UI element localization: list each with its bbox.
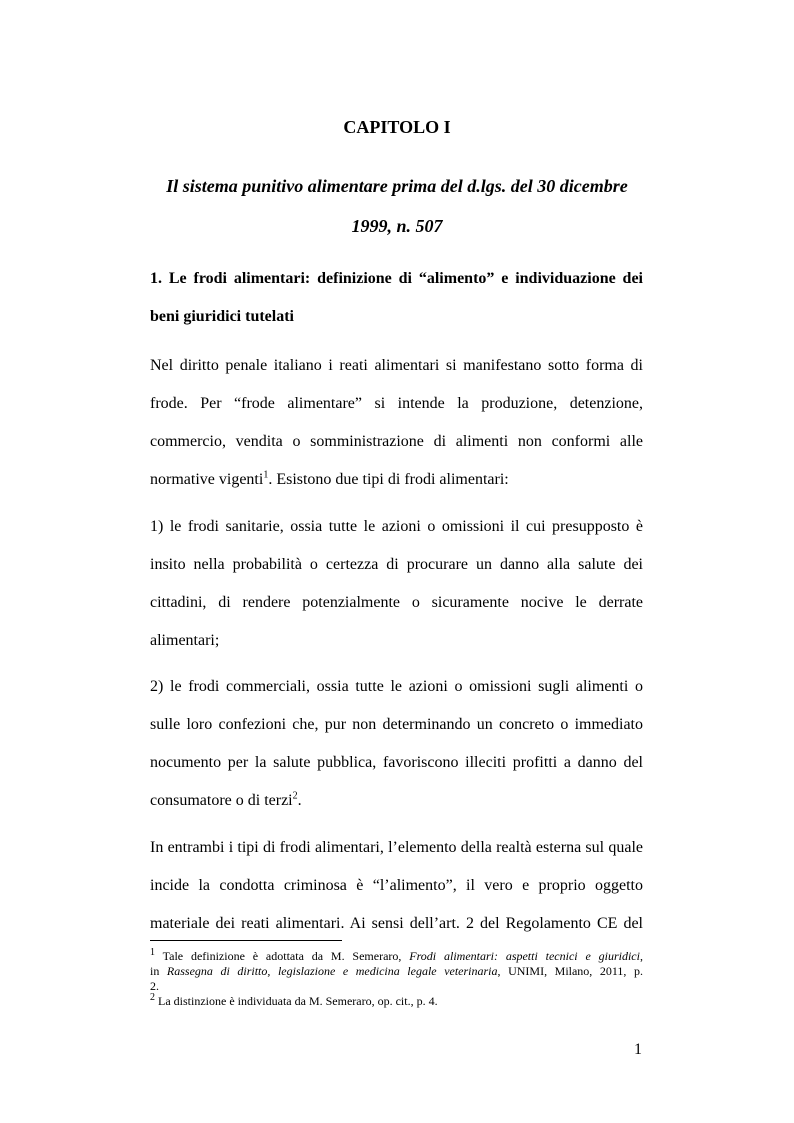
footnote-1-publication: , UNIMI, Milano, 2011, p.: [497, 964, 643, 978]
paragraph-1-line-4: [150, 461, 643, 499]
footnote-ref-2[interactable]: 2: [292, 790, 298, 802]
footnote-1-marker: 1: [150, 947, 155, 958]
paragraph-1-text: normative vigenti: [150, 471, 264, 488]
footnote-1-cited-title: Frodi alimentari: aspetti tecnici e giuridici: [409, 949, 640, 963]
chapter-subtitle-line-1: Il sistema punitivo alimentare prima del d.lgs. del 30 dicembre: [166, 176, 628, 196]
footnote-1-text: Tale definizione è adottata da M. Semeraro,: [162, 949, 402, 963]
page-number: 1: [634, 1041, 642, 1058]
footnote-2-marker: 2: [150, 992, 155, 1003]
footnote-1-journal: Rassegna di diritto, legislazione e medicina legale veterinaria: [166, 964, 498, 978]
paragraph-4-line-2: incide la condotta criminosa è “l’alimento”, il vero e proprio oggetto: [150, 877, 643, 894]
section-heading-line-1: 1. Le frodi alimentari: definizione di “alimento” e individuazione dei: [150, 270, 643, 287]
paragraph-1-line-3: commercio, vendita o somministrazione di alimenti non conformi alle: [150, 433, 643, 450]
paragraph-2-line-1: 1) le frodi sanitarie, ossia tutte le azioni o omissioni il cui presupposto è: [150, 518, 643, 535]
paragraph-3-text-end: .: [297, 792, 302, 809]
paragraph-3-line-4: [150, 782, 643, 820]
chapter-title: CAPITOLO I: [343, 117, 451, 137]
paragraph-2-line-3: cittadini, di rendere potenzialmente o sicuramente nocive le derrate: [150, 594, 643, 611]
footnote-2: [150, 994, 643, 1009]
footnote-ref-1[interactable]: 1: [263, 469, 269, 481]
footnote-1-punct: ,: [639, 949, 643, 963]
paragraph-3-line-1: 2) le frodi commerciali, ossia tutte le azioni o omissioni sugli alimenti o: [150, 678, 643, 695]
paragraph-2-line-2: insito nella probabilità o certezza di procurare un danno alla salute dei: [150, 556, 643, 573]
paragraph-4-line-1: In entrambi i tipi di frodi alimentari, l’elemento della realtà esterna sul quale: [150, 839, 643, 856]
footnote-1-line-3: 2.: [150, 979, 159, 993]
paragraph-1-text-end: . Esistono due tipi di frodi alimentari:: [268, 471, 509, 488]
paragraph-1-line-1: Nel diritto penale italiano i reati alimentari si manifestano sotto forma di: [150, 357, 643, 374]
footnote-separator: [150, 940, 342, 941]
footnote-2-text: La distinzione è individuata da M. Semeraro, op. cit., p. 4.: [158, 994, 438, 1008]
paragraph-4-line-3: materiale dei reati alimentari. Ai sensi dell’art. 2 del Regolamento CE del: [150, 915, 643, 932]
paragraph-2-line-4: alimentari;: [150, 632, 220, 649]
paragraph-3-text: consumatore o di terzi: [150, 792, 293, 809]
footnote-1-line-2: [150, 964, 643, 979]
footnote-1-line-1: [150, 949, 643, 964]
paragraph-3-line-2: sulle loro confezioni che, pur non determinando un concreto o immediato: [150, 716, 643, 733]
paragraph-1-line-2: frode. Per “frode alimentare” si intende la produzione, detenzione,: [150, 395, 643, 412]
footnote-1-text-in: in: [150, 964, 160, 978]
chapter-subtitle-line-2: 1999, n. 507: [351, 216, 443, 236]
section-heading-line-2: beni giuridici tutelati: [150, 308, 294, 325]
paragraph-3-line-3: nocumento per la salute pubblica, favoriscono illeciti profitti a danno del: [150, 754, 643, 771]
